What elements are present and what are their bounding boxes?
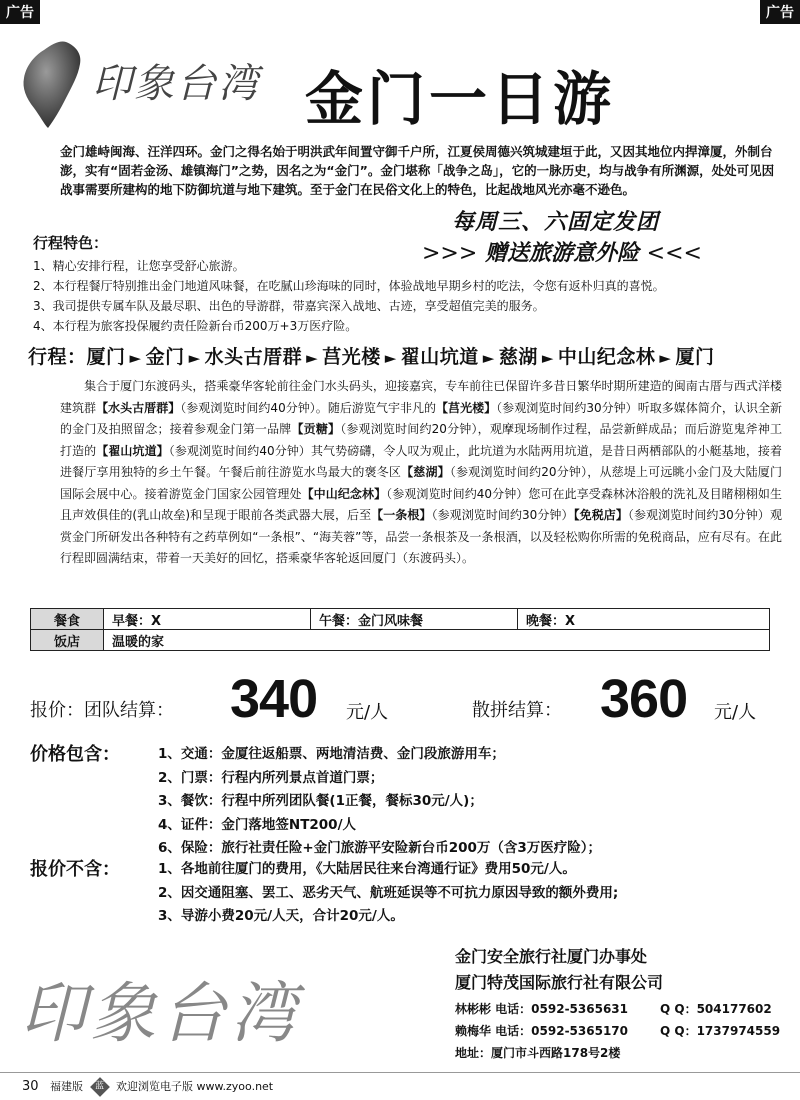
intro-paragraph <box>60 142 780 199</box>
price-section <box>30 668 780 728</box>
group-price-unit: 元/人 <box>346 702 389 723</box>
itinerary-text: （参观浏览时间约20分钟），观摩现场制作过程，品尝新鲜成品；而后游览鬼斧神工打造的 <box>60 422 782 458</box>
agency-names <box>455 944 663 996</box>
contact-name-tel: 林彬彬 电话：0592-5365631 <box>455 1002 629 1016</box>
itinerary-highlight: 【免税店】 <box>573 508 628 522</box>
ad-tag-left: 广告 <box>0 0 40 24</box>
feature-item: 3、我司提供专属车队及最尽职、出色的导游群，带嘉宾深入战地、古迹，享受超值完美的服务。 <box>33 299 545 313</box>
excludes-heading: 报价不含： <box>30 859 120 880</box>
route-arrow-icon: ► <box>188 349 201 367</box>
route-arrow-icon: ► <box>306 349 319 367</box>
features-heading: 行程特色： <box>33 234 109 252</box>
brand-logo: 印象台湾 <box>92 61 260 107</box>
contact-row <box>455 1020 781 1042</box>
itinerary-text: （参观浏览时间约40分钟）。随后游览气宇非凡的 <box>180 400 437 415</box>
feature-item: 1、精心安排行程，让您享受舒心旅游。 <box>33 259 245 273</box>
group-price-label: 报价：团队结算： <box>30 700 174 721</box>
route-arrow-icon: ► <box>659 349 672 367</box>
scatter-price-label: 散拼结算： <box>472 700 562 721</box>
itinerary-text: （参观浏览时间约20分钟），从慈堤上可远眺小金门及大陆厦门国际会展中心。接着游览金门国家公园管理处 <box>60 465 782 501</box>
itinerary-highlight: 【中山纪念林】 <box>301 486 387 501</box>
route-stop: 翟山坑道 <box>400 346 479 368</box>
route-arrow-icon: ► <box>129 349 142 367</box>
itinerary-text: （参观浏览时间约30分钟）听取多媒体简介，认识全新的金门及拍照留念；接着参观金门第一品牌 <box>60 400 782 436</box>
route-label: 行程： <box>28 346 87 368</box>
group-price-value: 340 <box>230 669 318 729</box>
footer-divider <box>0 1072 800 1073</box>
brand-logo-large: 印象台湾 <box>20 975 300 1052</box>
route-arrow-icon: ► <box>384 349 397 367</box>
route-stop: 厦门 <box>675 346 715 368</box>
itinerary-text: （参观浏览时间约30分钟）观赏金门所研发出各种特有之药草例如“一条根”、“海芙蓉”等，品尝一条根茶及一条根酒，以及轻松购你所需的免税商品，应有尽有。在此行程即圆满结束，带着一天美好的回忆，搭乘豪华客轮返回厦门（东渡码头）。 <box>60 508 782 565</box>
itinerary-paragraph <box>60 376 782 570</box>
feature-item: 4、本行程为旅客投保履约责任险新台币200万+3万医疗险。 <box>33 319 358 333</box>
itinerary-highlight: 【贡糖】 <box>291 422 341 436</box>
list-item: 1、各地前往厦门的费用，《大陆居民往来台湾通行证》费用50元/人。 <box>158 861 576 877</box>
feature-item: 2、本行程餐厅特别推出金门地道风味餐，在吃腻山珍海味的同时，体验战地早期乡村的吃法，令您有返朴归真的喜悦。 <box>33 279 665 293</box>
list-item: 3、导游小费20元/人天，合计20元/人。 <box>158 908 404 924</box>
itinerary-text: （参观浏览时间约40分钟）其气势磅礴，令人叹为观止，此坑道为水陆两用坑道，是昔日两栖部队的小艇基地，接着进餐厅享用独特的乡土午餐。午餐后前往游览水鸟最大的褒冬区 <box>60 443 782 479</box>
includes-heading: 价格包含： <box>30 744 120 765</box>
list-item: 1、交通：金厦往返船票、两地清洁费、金门段旅游用车； <box>158 746 505 762</box>
contact-qq: Q Q：504177602 <box>660 1002 772 1016</box>
taiwan-map-icon <box>18 40 86 130</box>
table-row <box>31 630 770 651</box>
list-item: 3、餐饮：行程中所列团队餐(1正餐，餐标30元/人)； <box>158 793 483 809</box>
edition-badge-text: 蓝 <box>95 1081 105 1092</box>
list-item: 4、证件：金门落地签NT200/人 <box>158 816 357 833</box>
contact-block <box>455 998 781 1064</box>
route-line <box>28 342 714 369</box>
excludes-list <box>158 858 618 929</box>
promo-fixed-departure: 每周三、六固定发团 <box>452 210 660 235</box>
scatter-price-value: 360 <box>600 669 688 729</box>
intro-text: 金门雄峙闽海、汪洋四环。金门之得名始于明洪武年间置守御千户所，江夏侯周德兴筑城建垣于此，又因其地位内捍漳厦，外制台澎，实有“固若金汤、雄镇海门”之势，因名之为“金门”。金门堪称「战争之岛」，它的一脉历史，均与战争有所渊源，处处可见因战事需要所建构的地下防御坑道与地下建筑。至于金门在民俗文化上的特色，比起战地风光亦毫不逊色。 <box>60 144 775 197</box>
route-stop: 水头古厝群 <box>204 346 303 368</box>
promo-insurance-text: 赠送旅游意外险 <box>484 241 639 266</box>
itinerary-highlight: 【慈湖】 <box>401 465 450 479</box>
contact-address: 地址：厦门市斗西路178号2楼 <box>455 1046 621 1060</box>
route-stop: 中山纪念林 <box>557 346 656 368</box>
route-arrow-icon: ► <box>482 349 495 367</box>
itinerary-highlight: 【莒光楼】 <box>436 400 497 415</box>
route-arrow-icon: ► <box>541 349 554 367</box>
itinerary-highlight: 【一条根】 <box>371 508 432 522</box>
route-stop: 厦门 <box>86 346 126 368</box>
itinerary-text: （参观浏览时间约40分钟）您可在此享受森林沐浴般的洗礼及目睹栩栩如生且声效俱佳的(乳山故垒)和呈现于眼前各类武器大展，后至 <box>60 486 782 522</box>
dinner-cell: 晚餐：X <box>518 609 770 630</box>
meals-table <box>30 608 770 651</box>
route-stop: 金门 <box>145 346 185 368</box>
hotel-label: 饭店 <box>31 630 104 651</box>
promo-arrow-right: <<< <box>646 241 702 266</box>
hotel-cell: 温暖的家 <box>104 630 770 651</box>
meal-label: 餐食 <box>31 609 104 630</box>
features-list <box>33 256 793 336</box>
itinerary-highlight: 【翟山坑道】 <box>96 443 169 458</box>
footer <box>22 1078 273 1094</box>
itinerary-text: （参观浏览时间约30分钟） <box>431 508 574 522</box>
contact-row <box>455 998 772 1020</box>
route-stop: 莒光楼 <box>322 346 381 368</box>
table-row <box>31 609 770 630</box>
footer-link-text[interactable]: 欢迎浏览电子版 www.zyoo.net <box>116 1080 274 1093</box>
list-item: 2、因交通阻塞、罢工、恶劣天气、航班延误等不可抗力原因导致的额外费用; <box>158 884 619 901</box>
page-number: 30 <box>22 1079 39 1094</box>
list-item: 2、门票：行程内所列景点首道门票； <box>158 769 384 786</box>
agency-name: 金门安全旅行社厦门办事处 <box>455 947 648 966</box>
promo-arrow-left: >>> <box>422 241 478 266</box>
contact-qq: Q Q：1737974559 <box>660 1024 781 1038</box>
edition-label: 福建版 <box>50 1080 84 1093</box>
page-title: 金门一日游 <box>305 65 616 133</box>
list-item: 6、保险：旅行社责任险+金门旅游平安险新台币200万（含3万医疗险）； <box>158 840 602 856</box>
itinerary-highlight: 【水头古厝群】 <box>96 400 181 415</box>
route-stop: 慈湖 <box>498 346 538 368</box>
includes-list <box>158 743 601 861</box>
breakfast-cell: 早餐：X <box>104 609 311 630</box>
agency-name: 厦门特茂国际旅行社有限公司 <box>455 973 664 992</box>
lunch-cell: 午餐：金门风味餐 <box>311 609 518 630</box>
ad-tag-right: 广告 <box>760 0 800 24</box>
scatter-price-unit: 元/人 <box>714 702 757 723</box>
edition-badge-icon <box>90 1077 110 1097</box>
itinerary-text: 集合于厦门东渡码头，搭乘豪华客轮前往金门水头码头，迎接嘉宾，专车前往已保留许多昔日繁华时期所建造的闽南古厝与西式洋楼建筑群 <box>60 379 782 415</box>
contact-name-tel: 赖梅华 电话：0592-5365170 <box>455 1024 629 1038</box>
